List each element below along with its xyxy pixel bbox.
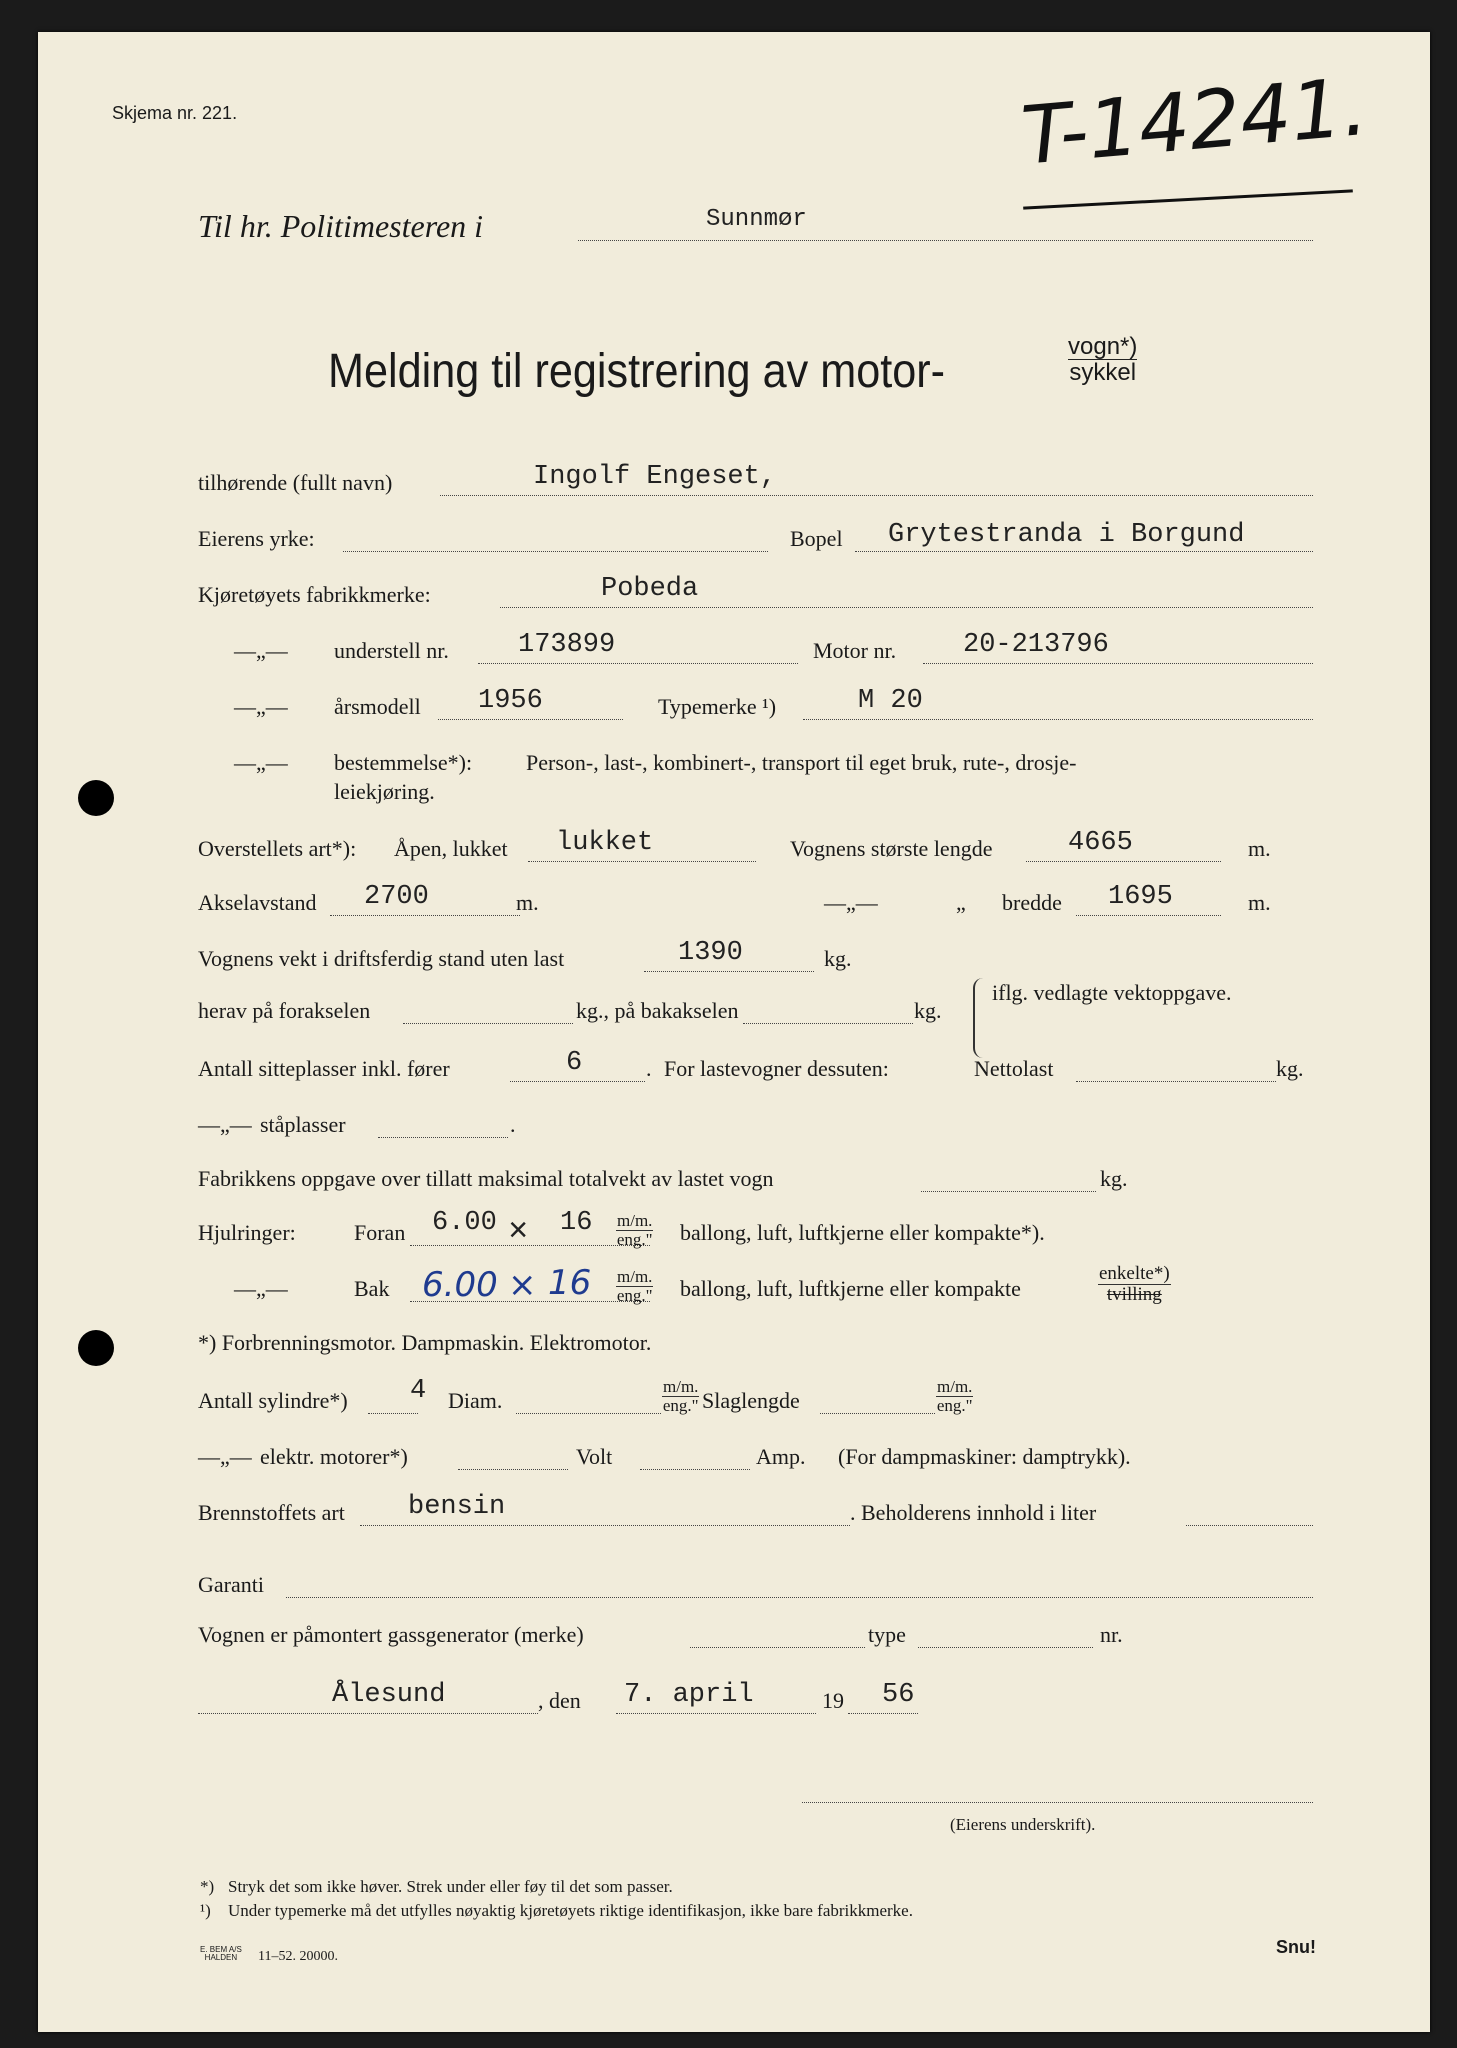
tyres-rear-options: ballong, luft, luftkjerne eller kompakte: [680, 1276, 1021, 1301]
printer-name: [200, 1946, 242, 1962]
unit-eng: eng.": [662, 1395, 699, 1415]
form-title: Melding til registrering av motor-: [328, 345, 946, 398]
diam-label: Diam.: [448, 1388, 503, 1413]
rear-axle-line[interactable]: [743, 1023, 913, 1024]
ditto-mark: —„—: [198, 1444, 252, 1469]
print-info: 11–52. 20000.: [258, 1949, 338, 1964]
type-mark-label: Typemerke ¹): [658, 694, 777, 719]
steam-note: (For dampmaskiner: damptrykk).: [838, 1444, 1131, 1469]
footnote-mark: *): [200, 1877, 215, 1896]
purpose-label: bestemmelse*):: [334, 750, 473, 775]
front-axle-line[interactable]: [403, 1023, 573, 1024]
stroke-unit: [936, 1378, 973, 1415]
printer-name-top: E. BEM A/S: [200, 1945, 242, 1954]
motor-nr-label: Motor nr.: [813, 638, 897, 663]
max-total-weight-unit: kg.: [1100, 1166, 1128, 1191]
net-load-label: Nettolast: [974, 1056, 1054, 1081]
unit-eng: eng.": [616, 1229, 653, 1249]
date-den: , den: [538, 1688, 581, 1713]
make-value[interactable]: Pobeda: [601, 574, 699, 604]
truck-label: For lastevogner dessuten:: [664, 1056, 889, 1081]
gas-generator-line[interactable]: [690, 1647, 865, 1648]
weight-unit: kg.: [824, 946, 852, 971]
stamp-underline: [1023, 189, 1353, 209]
tyres-rear-choice: [1098, 1264, 1171, 1305]
registration-form: [38, 32, 1430, 2032]
ditto-mark: —„—: [234, 750, 288, 775]
body-type-value[interactable]: lukket: [556, 828, 654, 858]
engine-types: *) Forbrenningsmotor. Dampmaskin. Elektromotor.: [198, 1330, 652, 1355]
tyres-front-size1[interactable]: 6.00: [432, 1208, 497, 1238]
fuel-label: Brennstoffets art: [198, 1500, 345, 1525]
tank-label: . Beholderens innhold i liter: [850, 1500, 1097, 1525]
electric-label: elektr. motorer*): [260, 1444, 408, 1469]
max-total-weight-line[interactable]: [921, 1191, 1096, 1192]
diam-line[interactable]: [516, 1413, 661, 1414]
owner-value[interactable]: Ingolf Engeset,: [533, 462, 777, 492]
place-line: [198, 1713, 538, 1714]
weight-line: [644, 971, 814, 972]
date-century: 19: [822, 1688, 844, 1713]
wheelbase-value[interactable]: 2700: [364, 882, 429, 912]
signature-line[interactable]: [802, 1802, 1313, 1803]
printer-name-bottom: HALDEN: [204, 1953, 238, 1962]
amp-label: Amp.: [756, 1444, 806, 1469]
ditto-mark: —„—: [234, 638, 288, 663]
max-total-weight-label: Fabrikkens oppgave over tillatt maksimal totalvekt av lastet vogn: [198, 1166, 774, 1191]
tyres-rear-size2[interactable]: 16: [548, 1263, 592, 1303]
cylinders-value[interactable]: 4: [410, 1376, 427, 1406]
tyres-rear-size1[interactable]: 6.00: [422, 1265, 498, 1305]
tyres-rear-label: Bak: [354, 1276, 390, 1301]
seats-label: Antall sitteplasser inkl. fører: [198, 1056, 450, 1081]
weight-label: Vognens vekt i driftsferdig stand uten last: [198, 946, 565, 971]
chassis-label: understell nr.: [334, 638, 449, 663]
standing-label: ståplasser: [260, 1112, 346, 1137]
year-model-line: [438, 719, 623, 720]
tyres-front-x: ×: [508, 1214, 529, 1252]
date-place[interactable]: Ålesund: [332, 1680, 446, 1710]
residence-value[interactable]: Grytestranda i Borgund: [888, 520, 1245, 550]
day-month-line: [616, 1713, 816, 1714]
cylinders-line: [368, 1413, 418, 1414]
weight-note: iflg. vedlagte vektoppgave.: [992, 980, 1232, 1005]
unit-mm: m/m.: [663, 1377, 699, 1396]
tyres-front-options: ballong, luft, luftkjerne eller kompakte*).: [680, 1220, 1045, 1245]
punch-hole: [78, 1330, 114, 1366]
motor-nr-line: [923, 663, 1313, 664]
footnote-text: Stryk det som ikke høver. Strek under eller føy til det som passer.: [228, 1877, 673, 1896]
body-type-label: Overstellets art*):: [198, 836, 357, 861]
purpose-options-cont: leiekjøring.: [334, 779, 435, 804]
unit-mm: m/m.: [617, 1211, 653, 1230]
unit-eng: eng.": [936, 1395, 973, 1415]
front-axle-label: herav på forakselen: [198, 998, 371, 1023]
type-mark-value[interactable]: M 20: [858, 686, 923, 716]
ditto-mark: —„—: [234, 1276, 288, 1301]
make-label: Kjøretøyets fabrikkmerke:: [198, 582, 431, 607]
date-year[interactable]: 56: [882, 1680, 915, 1710]
unit-mm: m/m.: [617, 1267, 653, 1286]
choice-single: enkelte*): [1099, 1263, 1170, 1284]
gas-generator-type-line[interactable]: [918, 1647, 1093, 1648]
signature-label: (Eierens underskrift).: [950, 1815, 1096, 1834]
net-load-line[interactable]: [1076, 1081, 1276, 1082]
max-length-label: Vognens største lengde: [790, 836, 993, 861]
width-unit: m.: [1248, 890, 1271, 915]
tank-line[interactable]: [1186, 1525, 1313, 1526]
tyres-front-label: Foran: [354, 1220, 406, 1245]
tyres-front-size2[interactable]: 16: [560, 1208, 593, 1238]
punch-hole: [78, 780, 114, 816]
occupation-label: Eierens yrke:: [198, 526, 315, 551]
purpose-options: Person-, last-, kombinert-, transport til eget bruk, rute-, drosje-: [526, 750, 1077, 775]
addressee-label: Til hr. Politimesteren i: [198, 208, 484, 244]
tyres-rear-x: ×: [508, 1265, 537, 1305]
footnote-mark: ¹): [200, 1901, 211, 1920]
weight-value[interactable]: 1390: [678, 938, 743, 968]
net-load-unit: kg.: [1276, 1056, 1304, 1081]
warranty-label: Garanti: [198, 1572, 264, 1597]
chassis-value[interactable]: 173899: [518, 630, 616, 660]
make-line: [500, 607, 1313, 608]
chassis-line: [478, 663, 798, 664]
seats-value[interactable]: 6: [566, 1048, 583, 1078]
gas-generator-type: type: [868, 1622, 906, 1647]
gas-generator-label: Vognen er påmontert gassgenerator (merke): [198, 1622, 584, 1647]
owner-label: tilhørende (fullt navn): [198, 470, 393, 495]
addressee-value[interactable]: Sunnmør: [706, 206, 807, 233]
electric-line[interactable]: [458, 1469, 568, 1470]
motor-nr-value[interactable]: 20-213796: [963, 630, 1109, 660]
year-model-label: årsmodell: [334, 694, 421, 719]
max-length-value[interactable]: 4665: [1068, 828, 1133, 858]
seats-suffix: .: [646, 1056, 652, 1081]
volt-line[interactable]: [640, 1469, 750, 1470]
ditto-mark: —„—: [234, 694, 288, 719]
body-type-line: [528, 861, 756, 862]
ditto-mark: —„—: [198, 1112, 252, 1137]
standing-suffix: .: [510, 1112, 516, 1137]
residence-label: Bopel: [790, 526, 843, 551]
footnote-text: Under typemerke må det utfylles nøyaktig kjøretøyets riktige identifikasjon, ikke bare fabrikkmerke.: [228, 1901, 913, 1920]
form-number: Skjema nr. 221.: [112, 103, 238, 123]
unit-eng: eng.": [616, 1285, 653, 1305]
unit-mm: m/m.: [937, 1377, 973, 1396]
seats-line: [510, 1081, 645, 1082]
wheelbase-unit: m.: [516, 890, 539, 915]
rear-axle-unit: kg.: [914, 998, 942, 1023]
title-sykkel: sykkel: [1069, 359, 1137, 387]
volt-label: Volt: [576, 1444, 613, 1469]
gas-generator-nr: nr.: [1100, 1622, 1123, 1647]
tyres-label: Hjulringer:: [198, 1220, 296, 1245]
width-label: bredde: [1002, 890, 1062, 915]
type-mark-line: [803, 719, 1313, 720]
title-vehicle-type: [1068, 334, 1137, 385]
warranty-line[interactable]: [286, 1597, 1313, 1598]
ditto-mark: —„—: [824, 890, 878, 915]
weight-brace: [973, 978, 989, 1058]
owner-line: [440, 495, 1313, 496]
stroke-label: Slaglengde: [702, 1388, 800, 1413]
title-vogn: vogn*): [1068, 333, 1138, 360]
tyres-front-line: [410, 1245, 650, 1246]
year-line: [848, 1713, 918, 1714]
residence-line: [855, 551, 1313, 552]
tyres-front-unit: [616, 1212, 653, 1249]
fuel-value[interactable]: bensin: [408, 1492, 506, 1522]
fuel-line: [360, 1525, 850, 1526]
year-model-value[interactable]: 1956: [478, 686, 543, 716]
wheelbase-label: Akselavstand: [198, 890, 317, 915]
tyres-rear-unit: [616, 1268, 653, 1305]
occupation-line[interactable]: [343, 551, 768, 552]
stroke-line[interactable]: [820, 1413, 935, 1414]
rear-axle-label: kg., på bakakselen: [576, 998, 739, 1023]
max-length-unit: m.: [1248, 836, 1271, 861]
diam-unit: [662, 1378, 699, 1415]
reference-number-handwritten: T-14241.: [1018, 59, 1372, 183]
wheelbase-line: [330, 915, 520, 916]
width-line: [1076, 915, 1221, 916]
width-value[interactable]: 1695: [1108, 882, 1173, 912]
cylinders-label: Antall sylindre*): [198, 1388, 348, 1413]
date-day-month[interactable]: 7. april: [624, 1680, 754, 1710]
width-quote: „: [956, 890, 966, 915]
max-length-line: [1026, 861, 1221, 862]
body-type-options: Åpen, lukket: [394, 836, 508, 861]
choice-twin-struck: tvilling: [1106, 1283, 1162, 1305]
addressee-line: [578, 240, 1313, 241]
turn-over: Snu!: [1276, 1937, 1316, 1957]
standing-line[interactable]: [378, 1137, 508, 1138]
